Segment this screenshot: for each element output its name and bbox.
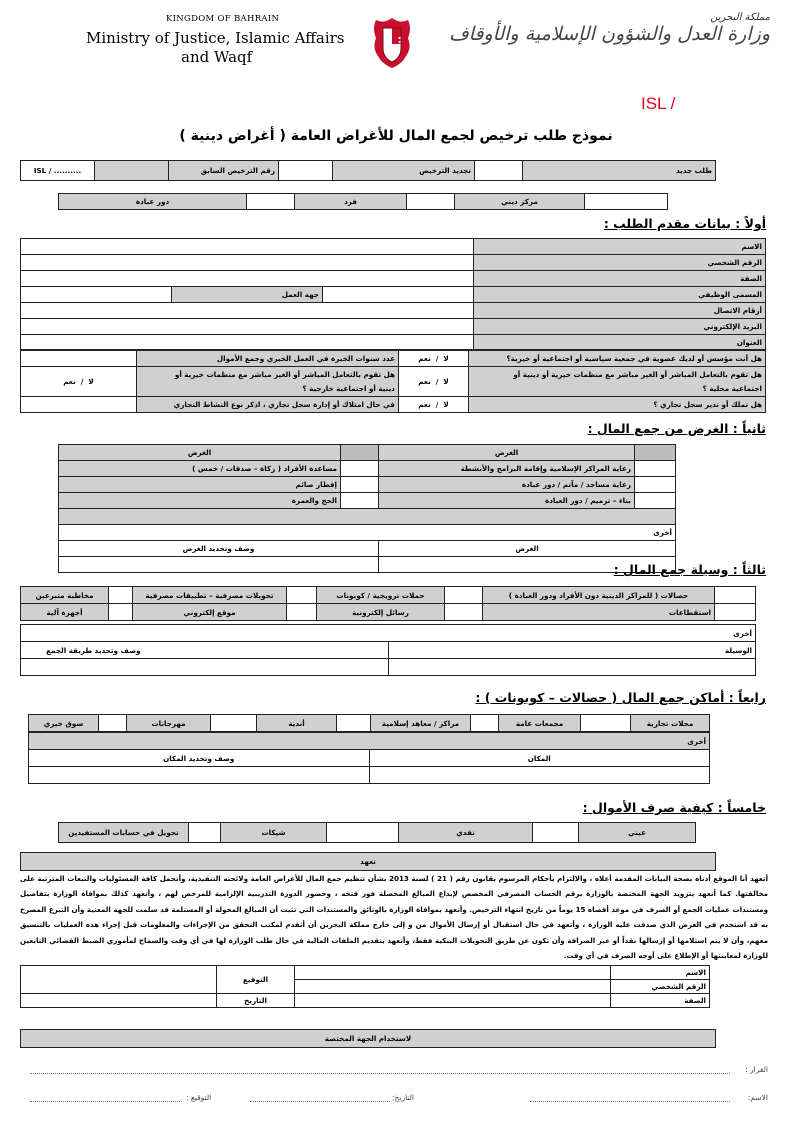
section3-heading: ثالثاً : وسيلة جمع المال : [613, 562, 766, 577]
prev-license-checkbox[interactable] [95, 161, 169, 181]
method-boxes-check[interactable] [715, 587, 756, 604]
official-heading-table [20, 1029, 716, 1048]
method-desc-text: وصف وتحديد طريقة الجمع [46, 645, 141, 655]
official-name-label: الاسم: [747, 1093, 768, 1102]
signature-label: التوقيع [217, 966, 295, 994]
decision-label: القرار : [745, 1065, 768, 1074]
pledge-id-label: الرقم الشخصي [611, 980, 710, 994]
q1-answer[interactable] [399, 351, 469, 367]
worship-label: دور عبادة [59, 194, 247, 210]
capacity-label: الصفة [474, 271, 766, 287]
method-website-check[interactable] [287, 604, 317, 621]
slash: / [435, 377, 439, 386]
purpose-col-header-left: الغرض [59, 445, 341, 461]
method-donors: مخاطبة متبرعين [21, 587, 109, 604]
q3-line1: هل تقوم بالتعامل المباشر أو الغير مباشر مع منظمات خيرية أو [174, 369, 395, 379]
disbursement-table [58, 822, 696, 843]
place-malls: مجمعات عامة [499, 715, 581, 732]
q3-answer[interactable] [21, 367, 137, 397]
pledge-capacity-label: الصفة [611, 994, 710, 1008]
capacity-field[interactable] [21, 271, 474, 287]
slash: / [80, 377, 84, 386]
disb-transfer-check[interactable] [189, 823, 221, 843]
business-activity-label: في حال امتلاك أو إدارة سجل تجاري ، اذكر نوع النشاط التجاري [137, 397, 399, 413]
method-machines-check[interactable] [109, 604, 133, 621]
purpose-other: أخرى [59, 525, 676, 541]
pledge-heading-table [20, 852, 716, 871]
purpose-table [58, 444, 676, 573]
place-clubs-check[interactable] [337, 715, 371, 732]
place-label: المكان [369, 750, 710, 767]
kingdom-ar: مملكة البحرين [710, 12, 770, 23]
official-signature-field[interactable] [30, 1101, 180, 1102]
date-label: التاريخ [217, 994, 295, 1008]
applicant-questions-table [20, 350, 766, 413]
purpose-desc-field[interactable] [59, 557, 379, 573]
purpose-desc-label: وصف وتحديد الغرض [59, 541, 379, 557]
purpose-hajj: الحج والعمرة [59, 493, 341, 509]
purpose-col-check-left [341, 445, 379, 461]
pledge-heading: تعهد [21, 853, 716, 871]
bahrain-emblem-icon [370, 14, 414, 70]
purpose-aid-individuals: مساعدة الأفراد ( زكاة – صدقات / خمس ) [59, 461, 341, 477]
address-field[interactable] [21, 335, 474, 350]
method-website: موقع إلكتروني [133, 604, 287, 621]
method-desc-label [21, 642, 389, 659]
disb-cheques-check[interactable] [327, 823, 399, 843]
no-option[interactable]: لا [443, 354, 449, 363]
place-desc-label: وصف وتحديد المكان [29, 750, 370, 767]
method-campaigns-check[interactable] [445, 587, 483, 604]
purpose-label: الغرض [379, 541, 676, 557]
pledge-capacity-field[interactable] [295, 994, 611, 1008]
job-title-field[interactable] [323, 287, 474, 303]
method-campaigns: حملات ترويجية / كوبونات [317, 587, 445, 604]
method-boxes: حصالات ( للمراكز الدينية دون الأفراد ودور العبادة ) [483, 587, 715, 604]
place-desc-field[interactable] [29, 767, 370, 784]
place-islamic-centers-check[interactable] [471, 715, 499, 732]
no-option[interactable]: لا [88, 377, 94, 386]
ministry-en-line1: Ministry of Justice, Islamic Affairs [86, 29, 345, 47]
official-signature-label: التوقيع : [186, 1093, 212, 1102]
place-clubs: أندية [257, 715, 337, 732]
method-other-table [20, 624, 756, 676]
place-field[interactable] [369, 767, 710, 784]
experience-years-field[interactable] [21, 351, 137, 367]
purpose-construction: بناء – ترميم / دور العبادة [379, 493, 635, 509]
yes-option[interactable]: نعم [63, 377, 76, 386]
disb-in-kind: عيني [579, 823, 696, 843]
q4-answer[interactable] [399, 397, 469, 413]
new-checkbox[interactable] [475, 161, 523, 181]
business-activity-field[interactable] [21, 397, 137, 413]
purpose-iftar-check[interactable] [341, 477, 379, 493]
individual-label: فرد [295, 194, 407, 210]
slash: / [435, 400, 439, 409]
applicant-info-table [20, 238, 766, 350]
request-type-table [20, 160, 716, 181]
email-label: البريد الإلكتروني [474, 319, 766, 335]
place-charity-market-check[interactable] [99, 715, 127, 732]
section5-heading: خامساً : كيفية صرف الأموال : [582, 800, 766, 815]
method-field[interactable] [388, 659, 756, 676]
place-other: أخرى [29, 733, 710, 750]
official-name-field[interactable] [530, 1101, 730, 1102]
address-label: العنوان [474, 335, 766, 350]
applicant-type-table [58, 193, 668, 210]
official-heading: لاستخدام الجهة المختصة [21, 1030, 716, 1048]
place-islamic-centers: مراكز / معاهد إسلامية [371, 715, 471, 732]
method-other: أخرى [21, 625, 756, 642]
slash: / [435, 354, 439, 363]
q3-label [137, 367, 399, 397]
renew-label: تجديد الترخيص [333, 161, 475, 181]
disb-cash: نقدي [399, 823, 533, 843]
prev-license-label: رقم الترخيص السابق [169, 161, 279, 181]
purpose-mosques-check[interactable] [635, 477, 676, 493]
place-shops: محلات تجارية [631, 715, 710, 732]
purpose-iftar: إفطار صائم [59, 477, 341, 493]
phones-label: أرقام الاتصال [474, 303, 766, 319]
signature-table [20, 965, 710, 1008]
purpose-hajj-check[interactable] [341, 493, 379, 509]
places-table [28, 714, 710, 732]
pledge-name-field[interactable] [295, 966, 611, 980]
name-label: الاسم [474, 239, 766, 255]
ministry-en-line2: and Waqf [181, 48, 253, 66]
name-field[interactable] [21, 239, 474, 255]
reference-code: ISL / [641, 94, 676, 113]
section4-heading: رابعاً : أماكن جمع المال ( حصالات – كوبونات ) : [475, 690, 766, 705]
method-emails: رسائل إلكترونية [317, 604, 445, 621]
purpose-aid-individuals-check[interactable] [341, 461, 379, 477]
phones-field[interactable] [21, 303, 474, 319]
place-charity-market: سوق خيري [29, 715, 99, 732]
yes-option[interactable]: نعم [418, 400, 431, 409]
individual-checkbox[interactable] [407, 194, 455, 210]
place-festivals-check[interactable] [211, 715, 257, 732]
place-malls-check[interactable] [581, 715, 631, 732]
no-option[interactable]: لا [443, 377, 449, 386]
method-deductions: استقطاعات [483, 604, 715, 621]
q2-line1: هل تقوم بالتعامل المباشر أو الغير مباشر مع منظمات خيرية أو دينية أو [513, 369, 762, 379]
purpose-spacer [59, 509, 676, 525]
id-label: الرقم الشخصي [474, 255, 766, 271]
worship-checkbox[interactable] [247, 194, 295, 210]
email-field[interactable] [21, 319, 474, 335]
purpose-islamic-centers: رعاية المراكز الإسلامية وإقامة البرامج والأنشطة [379, 461, 635, 477]
pledge-text: أتعهد أنا الموقع أدناه بصحة البيانات المقدمة أعلاه ، والالتزام بأحكام المرسوم بقانون رقم ( 21 ) لسنة 2013 بشأن تنظيم جمع المال للأغراض العامة ولائحته التنفيذية، وأتحمل كافة المسئوليات والتبعات المترتبة على مخالفتها. كما أتعهد بتزويد الجهة المختصة بالوزارة برقم الحساب المصرفي المخصص لإيداع المبالغ المحصلة فور فتحه ، وحضور الدورة التدريبية الإلزامية للمرخص لهم ، وأتعهد كذلك بموافاة الوزارة بتفاصيل ومستندات عمليات الجمع أو الصرف في موعد أقصاه 15 يوماً من تاريخ انتهاء الترخيص. وأتعهد بموافاة الوزارة بالوثائق والمستندات التي تثبت أن المبالغ المحولة أو المستلمة قد سلمت للجهة المعنية وأن التبرع المصرح به قد استخدم في الغرض الذي صدقت عليه الوزارة ، وأتعهد في حال استقبال أو إرسال الأموال من و إلى خارج مملكة البحرين أن أتقدم لمكتب التحقق من الإجراءات والمعلومات قبل إجراء هذه العمليات بالتنسيق معهم، وأن لا يتم استلامها أو إرسالها نقداً أو عبر الصرافة وأن تكون عن طريق التحويلات البنكية فقط، وأتعهد بتقديم الملفات المالية في حال طلب الوزارة لها في أي وقت والسماح لمأموري الضبط القضائي التابعين للوزارة لمعاينتها أو الإطلاع على أوجه الصرف في أي وقت. [20, 874, 768, 961]
method-transfers-check[interactable] [287, 587, 317, 604]
official-date-label: التاريخ: [392, 1093, 414, 1102]
method-deductions-check[interactable] [715, 604, 756, 621]
pledge-id-field[interactable] [295, 980, 611, 994]
q2-line2: اجتماعية محلية ؟ [702, 383, 762, 393]
prev-license-value[interactable]: ISL / .......... [21, 161, 95, 181]
pledge-name-label: الاسم [611, 966, 710, 980]
no-option[interactable]: لا [443, 400, 449, 409]
purpose-mosques: رعاية مساجد / مآتم / دور عبادة [379, 477, 635, 493]
purpose-col-header-right: الغرض [379, 445, 635, 461]
method-machines: أجهزة آلية [21, 604, 109, 621]
job-title-label: المسمى الوظيفي [474, 287, 766, 303]
method-desc-field[interactable] [21, 659, 389, 676]
purpose-islamic-centers-check[interactable] [635, 461, 676, 477]
place-festivals: مهرجانات [127, 715, 211, 732]
purpose-construction-check[interactable] [635, 493, 676, 509]
signature-field[interactable] [21, 966, 217, 994]
form-title: نموذج طلب ترخيص لجمع المال للأغراض العامة ( أغراض دينية ) [179, 128, 613, 144]
date-field[interactable] [21, 994, 217, 1008]
kingdom-en: KINGDOM OF BAHRAIN [166, 14, 280, 24]
method-transfers: تحويلات مصرفية – تطبيقات مصرفية [133, 587, 287, 604]
official-date-field[interactable] [250, 1101, 390, 1102]
disb-cheques: شيكات [221, 823, 327, 843]
method-table [20, 586, 756, 621]
new-request-label: طلب جديد [523, 161, 716, 181]
section1-heading: أولاً : بيانات مقدم الطلب : [603, 216, 766, 231]
purpose-col-check-right [635, 445, 676, 461]
method-donors-check[interactable] [109, 587, 133, 604]
places-other-table [28, 732, 710, 784]
ministry-header-ar [432, 12, 770, 45]
ministry-ar: وزارة العدل والشؤون الإسلامية والأوقاف [448, 23, 770, 45]
disb-cash-check[interactable] [533, 823, 579, 843]
yes-option[interactable]: نعم [418, 377, 431, 386]
renew-checkbox[interactable] [279, 161, 333, 181]
id-field[interactable] [21, 255, 474, 271]
employer-field[interactable] [21, 287, 172, 303]
method-emails-check[interactable] [445, 604, 483, 621]
q2-answer[interactable] [399, 367, 469, 397]
disb-transfer: تحويل في حسابات المستفيدين [59, 823, 189, 843]
q4-label: هل تملك أو تدير سجل تجاري ؟ [469, 397, 766, 413]
method-label: الوسيلة [388, 642, 756, 659]
yes-option[interactable]: نعم [418, 354, 431, 363]
decision-field[interactable] [30, 1073, 730, 1074]
center-label: مركز ديني [455, 194, 585, 210]
center-checkbox[interactable] [585, 194, 668, 210]
q1-label: هل أنت مؤسس أو لديك عضوية في جمعية سياسية أو اجتماعية أو خيرية؟ [469, 351, 766, 367]
q2-label [469, 367, 766, 397]
experience-years-label: عدد سنوات الخبرة في العمل الخيري وجمع الأموال [137, 351, 399, 367]
q3-line2: دينية أو اجتماعية خارجية ؟ [302, 383, 395, 393]
employer-label: جهة العمل [172, 287, 323, 303]
section2-heading: ثانياً : الغرض من جمع المال : [587, 421, 766, 436]
